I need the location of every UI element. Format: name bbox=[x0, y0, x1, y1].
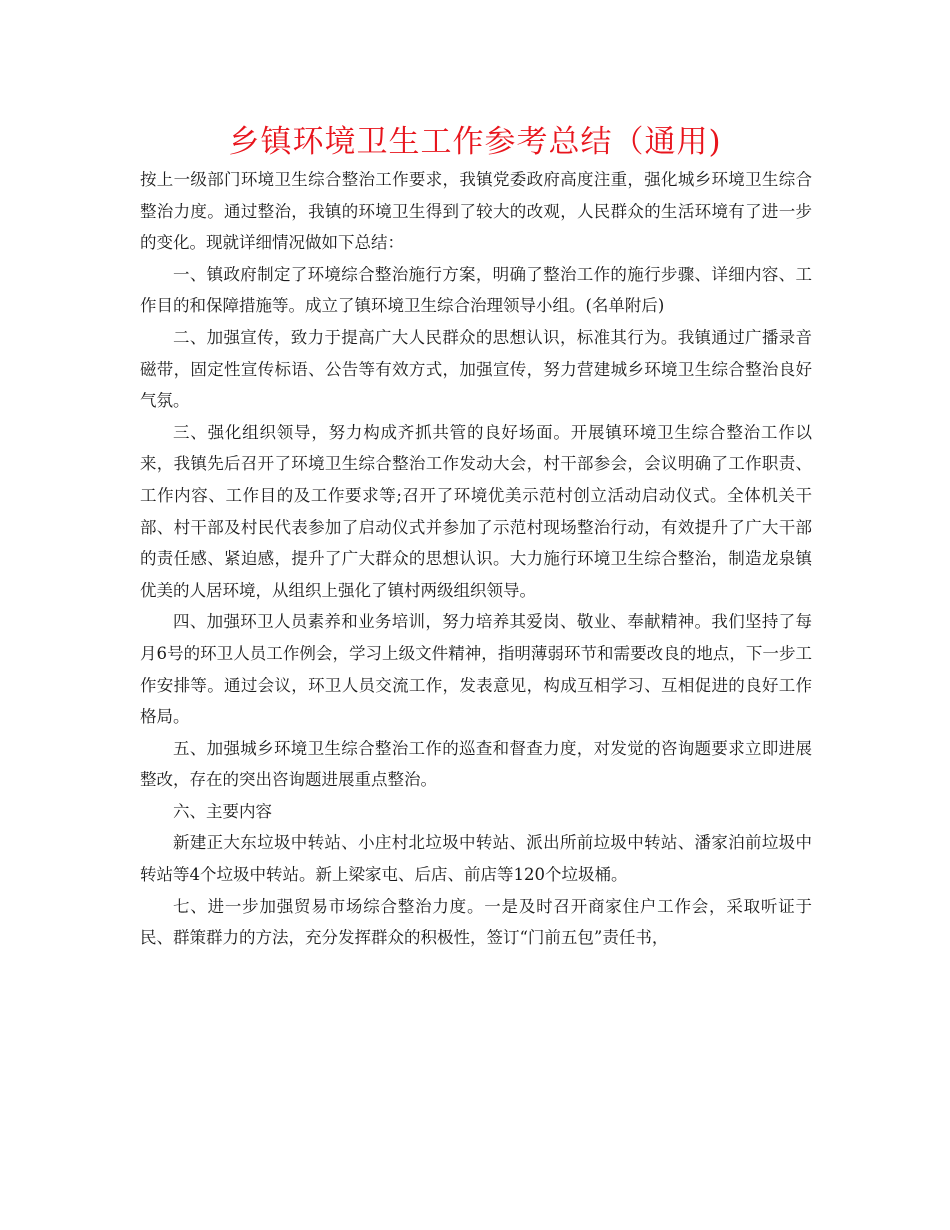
paragraph-section-5: 五、加强城乡环境卫生综合整治工作的巡查和督查力度，对发觉的咨询题要求立即进展整改，存在的突出咨询题进展重点整治。 bbox=[140, 738, 812, 790]
paragraph-section-6-body: 新建正大东垃圾中转站、小庄村北垃圾中转站、派出所前垃圾中转站、潘家泊前垃圾中转站等4个垃圾中转站。新上梁家屯、后店、前店等120个垃圾桶。 bbox=[140, 833, 812, 885]
paragraph-section-3: 三、强化组织领导，努力构成齐抓共管的良好场面。开展镇环境卫生综合整治工作以来，我镇先后召开了环境卫生综合整治工作发动大会，村干部参会，会议明确了工作职责、工作内容、工作目的及工作要求等;召开了环境优美示范村创立活动启动仪式。全体机关干部、村干部及村民代表参加了启动仪式并参加了示范村现场整治行动，有效提升了广大干部的责任感、紧迫感，提升了广大群众的思想认识。大力施行环境卫生综合整治，制造龙泉镇优美的人居环境，从组织上强化了镇村两级组织领导。 bbox=[140, 422, 812, 600]
paragraph-section-1: 一、镇政府制定了环境综合整治施行方案，明确了整治工作的施行步骤、详细内容、工作目的和保障措施等。成立了镇环境卫生综合治理领导小组。(名单附后) bbox=[140, 264, 812, 316]
paragraph-intro: 按上一级部门环境卫生综合整治工作要求，我镇党委政府高度注重，强化城乡环境卫生综合整治力度。通过整治，我镇的环境卫生得到了较大的改观，人民群众的生活环境有了进一步的变化。现就详细情况做如下总结： bbox=[140, 170, 812, 253]
paragraph-section-7: 七、进一步加强贸易市场综合整治力度。一是及时召开商家住户工作会，采取听证于民、群策群力的方法，充分发挥群众的积极性，签订“门前五包”责任书， bbox=[140, 896, 812, 948]
document-title: 乡镇环境卫生工作参考总结（通用) bbox=[228, 124, 722, 160]
paragraph-section-2: 二、加强宣传，致力于提高广大人民群众的思想认识，标准其行为。我镇通过广播录音磁带，固定性宣传标语、公告等有效方式，加强宣传，努力营建城乡环境卫生综合整治良好气氛。 bbox=[140, 327, 812, 411]
document-body bbox=[140, 164, 812, 954]
paragraph-section-4: 四、加强环卫人员素养和业务培训，努力培养其爱岗、敬业、奉献精神。我们坚持了每月6号的环卫人员工作例会，学习上级文件精神，指明薄弱环节和需要改良的地点，下一步工作安排等。通过会议，环卫人员交流工作，发表意见，构成互相学习、互相促进的良好工作格局。 bbox=[140, 612, 812, 727]
paragraph-section-6-heading: 六、主要内容 bbox=[173, 801, 272, 821]
